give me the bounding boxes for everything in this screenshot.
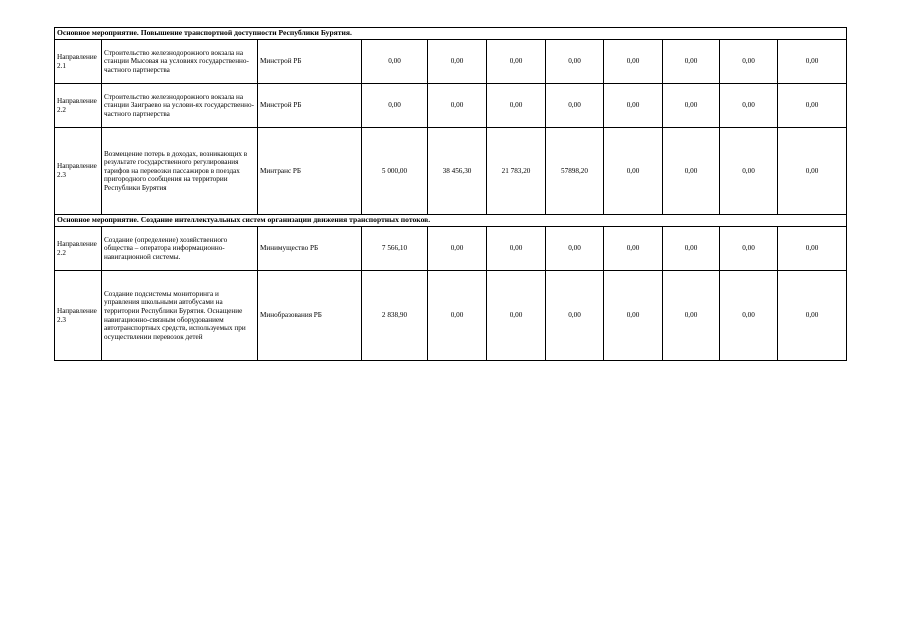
activity-description: Строительство железнодорожного вокзала на станции Заиграево на услови-ях государственно-частного партнерства xyxy=(102,84,258,128)
activity-description: Создание (определение) хозяйственного общества – оператора информационно-навигационной системы. xyxy=(102,227,258,271)
value-cell: 0,00 xyxy=(487,227,546,271)
value-cell: 0,00 xyxy=(663,271,720,361)
value-cell: 0,00 xyxy=(362,40,428,84)
section-title: Основное мероприятие. Повышение транспортной доступности Республики Бурятия. xyxy=(55,28,847,40)
value-cell: 5 000,00 xyxy=(362,128,428,215)
value-cell: 0,00 xyxy=(720,128,778,215)
value-cell: 0,00 xyxy=(487,40,546,84)
value-cell: 38 456,30 xyxy=(428,128,487,215)
activity-description: Строительство железнодорожного вокзала на станции Мысовая на условиях государственно-частного партнерства xyxy=(102,40,258,84)
value-cell: 0,00 xyxy=(720,84,778,128)
value-cell: 0,00 xyxy=(546,84,604,128)
section-header-row xyxy=(55,28,847,40)
value-cell: 0,00 xyxy=(663,84,720,128)
value-cell: 0,00 xyxy=(720,271,778,361)
value-cell: 2 838,90 xyxy=(362,271,428,361)
value-cell: 7 566,10 xyxy=(362,227,428,271)
value-cell: 0,00 xyxy=(604,128,663,215)
value-cell: 0,00 xyxy=(428,271,487,361)
table-row xyxy=(55,84,847,128)
value-cell: 21 783,20 xyxy=(487,128,546,215)
value-cell: 0,00 xyxy=(428,227,487,271)
budget-table-sheet xyxy=(54,27,847,361)
direction-code: Направление 2.2 xyxy=(55,84,102,128)
value-cell: 0,00 xyxy=(778,227,847,271)
executor-cell: Минимущество РБ xyxy=(258,227,362,271)
value-cell: 57898,20 xyxy=(546,128,604,215)
value-cell: 0,00 xyxy=(428,84,487,128)
value-cell: 0,00 xyxy=(720,40,778,84)
value-cell: 0,00 xyxy=(604,227,663,271)
direction-code: Направление 2.1 xyxy=(55,40,102,84)
section-header-row xyxy=(55,215,847,227)
activity-description: Возмещение потерь в доходах, возникающих в результате государственного регулирования тарифов на перевозки пассажиров в поездах пригородного сообщения на территории Республики Бурятия xyxy=(102,128,258,215)
value-cell: 0,00 xyxy=(778,40,847,84)
value-cell: 0,00 xyxy=(546,227,604,271)
executor-cell: Минобразования РБ xyxy=(258,271,362,361)
value-cell: 0,00 xyxy=(362,84,428,128)
executor-cell: Минстрой РБ xyxy=(258,84,362,128)
direction-code: Направление 2.2 xyxy=(55,227,102,271)
value-cell: 0,00 xyxy=(778,271,847,361)
table-row xyxy=(55,271,847,361)
value-cell: 0,00 xyxy=(487,271,546,361)
table-row xyxy=(55,128,847,215)
value-cell: 0,00 xyxy=(604,40,663,84)
value-cell: 0,00 xyxy=(604,271,663,361)
section-title: Основное мероприятие. Создание интеллектуальных систем организации движения транспортных потоков. xyxy=(55,215,847,227)
value-cell: 0,00 xyxy=(720,227,778,271)
value-cell: 0,00 xyxy=(663,227,720,271)
executor-cell: Минтранс РБ xyxy=(258,128,362,215)
direction-code: Направление 2.3 xyxy=(55,128,102,215)
value-cell: 0,00 xyxy=(778,128,847,215)
table-row xyxy=(55,40,847,84)
value-cell: 0,00 xyxy=(428,40,487,84)
value-cell: 0,00 xyxy=(663,128,720,215)
value-cell: 0,00 xyxy=(778,84,847,128)
value-cell: 0,00 xyxy=(604,84,663,128)
executor-cell: Минстрой РБ xyxy=(258,40,362,84)
value-cell: 0,00 xyxy=(546,40,604,84)
budget-table xyxy=(54,27,847,361)
table-row xyxy=(55,227,847,271)
activity-description: Создание подсистемы мониторинга и управления школьными автобусами на территории Республики Бурятия. Оснащение навигационно-связным оборудованием автотранспортных средств, используемых при осуществлении перевозок детей xyxy=(102,271,258,361)
value-cell: 0,00 xyxy=(546,271,604,361)
value-cell: 0,00 xyxy=(663,40,720,84)
direction-code: Направление 2.3 xyxy=(55,271,102,361)
value-cell: 0,00 xyxy=(487,84,546,128)
